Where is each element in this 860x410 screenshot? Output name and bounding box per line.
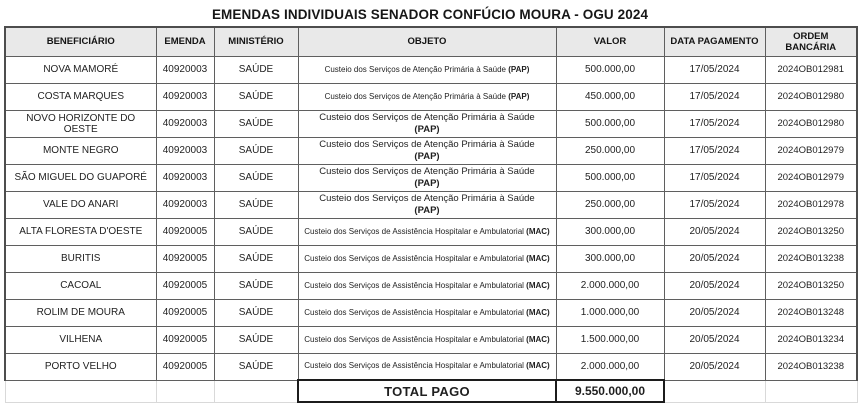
beneficiario-cell: MONTE NEGRO <box>5 137 156 164</box>
data-pagamento-cell: 17/05/2024 <box>664 137 765 164</box>
valor-cell: 1.500.000,00 <box>556 326 664 353</box>
data-pagamento-cell: 20/05/2024 <box>664 326 765 353</box>
emenda-cell: 40920003 <box>156 164 214 191</box>
emenda-cell: 40920003 <box>156 191 214 218</box>
valor-cell: 2.000.000,00 <box>556 272 664 299</box>
emenda-cell: 40920005 <box>156 353 214 380</box>
ministerio-cell: SAÚDE <box>214 110 298 137</box>
data-pagamento-cell: 17/05/2024 <box>664 56 765 83</box>
objeto-cell <box>298 353 556 380</box>
objeto-cell <box>298 299 556 326</box>
objeto-cell <box>298 164 556 191</box>
data-pagamento-cell: 20/05/2024 <box>664 299 765 326</box>
header-row <box>5 27 857 56</box>
ministerio-cell: SAÚDE <box>214 191 298 218</box>
empty-cell <box>214 380 298 402</box>
data-pagamento-cell: 17/05/2024 <box>664 110 765 137</box>
header-ordem-bancaria: ORDEM BANCÁRIA <box>765 27 857 56</box>
objeto-text: Custeio dos Serviços de Assistência Hospitalar e Ambulatorial <box>304 280 524 290</box>
table-row <box>5 353 857 380</box>
beneficiario-cell: PORTO VELHO <box>5 353 156 380</box>
ordem-bancaria-cell: 2024OB012980 <box>765 83 857 110</box>
beneficiario-cell: COSTA MARQUES <box>5 83 156 110</box>
valor-cell: 500.000,00 <box>556 110 664 137</box>
beneficiario-cell: ROLIM DE MOURA <box>5 299 156 326</box>
objeto-text: Custeio dos Serviços de Atenção Primária à Saúde <box>319 165 535 177</box>
ministerio-cell: SAÚDE <box>214 299 298 326</box>
objeto-text: Custeio dos Serviços de Atenção Primária à Saúde <box>319 111 535 123</box>
ordem-bancaria-cell: 2024OB012978 <box>765 191 857 218</box>
ministerio-cell: SAÚDE <box>214 218 298 245</box>
emenda-cell: 40920003 <box>156 137 214 164</box>
ordem-bancaria-cell: 2024OB013234 <box>765 326 857 353</box>
emenda-cell: 40920003 <box>156 83 214 110</box>
objeto-sigla: (MAC) <box>526 307 550 317</box>
data-pagamento-cell: 20/05/2024 <box>664 245 765 272</box>
empty-cell <box>765 380 857 402</box>
ordem-bancaria-cell: 2024OB013238 <box>765 245 857 272</box>
data-pagamento-cell: 20/05/2024 <box>664 218 765 245</box>
valor-cell: 500.000,00 <box>556 56 664 83</box>
table-row <box>5 191 857 218</box>
ministerio-cell: SAÚDE <box>214 272 298 299</box>
objeto-sigla: (MAC) <box>526 361 550 371</box>
beneficiario-cell: VALE DO ANARI <box>5 191 156 218</box>
table-row <box>5 326 857 353</box>
ministerio-cell: SAÚDE <box>214 326 298 353</box>
emenda-cell: 40920003 <box>156 110 214 137</box>
objeto-cell <box>298 83 556 110</box>
ordem-bancaria-cell: 2024OB012980 <box>765 110 857 137</box>
beneficiario-cell: NOVA MAMORÉ <box>5 56 156 83</box>
objeto-cell <box>298 272 556 299</box>
header-valor: VALOR <box>556 27 664 56</box>
beneficiario-cell: BURITIS <box>5 245 156 272</box>
table-row <box>5 137 857 164</box>
empty-cell <box>156 380 214 402</box>
objeto-sigla: (PAP) <box>508 91 530 101</box>
total-row <box>5 380 857 402</box>
emenda-cell: 40920005 <box>156 326 214 353</box>
ordem-bancaria-cell: 2024OB012981 <box>765 56 857 83</box>
page-title: EMENDAS INDIVIDUAIS SENADOR CONFÚCIO MOURA - OGU 2024 <box>211 7 649 22</box>
objeto-sigla: (MAC) <box>526 334 550 344</box>
objeto-text: Custeio dos Serviços de Assistência Hospitalar e Ambulatorial <box>304 307 524 317</box>
table-row <box>5 56 857 83</box>
objeto-sigla: (PAP) <box>414 123 440 135</box>
objeto-cell <box>298 56 556 83</box>
emenda-cell: 40920003 <box>156 56 214 83</box>
data-pagamento-cell: 17/05/2024 <box>664 83 765 110</box>
objeto-cell <box>298 218 556 245</box>
emenda-cell: 40920005 <box>156 299 214 326</box>
beneficiario-cell: VILHENA <box>5 326 156 353</box>
table-row <box>5 299 857 326</box>
ordem-bancaria-cell: 2024OB012979 <box>765 164 857 191</box>
objeto-sigla: (PAP) <box>508 64 530 74</box>
header-objeto: OBJETO <box>298 27 556 56</box>
objeto-text: Custeio dos Serviços de Assistência Hospitalar e Ambulatorial <box>304 226 524 236</box>
valor-cell: 300.000,00 <box>556 218 664 245</box>
valor-cell: 1.000.000,00 <box>556 299 664 326</box>
ministerio-cell: SAÚDE <box>214 56 298 83</box>
objeto-text: Custeio dos Serviços de Atenção Primária à Saúde <box>324 64 506 74</box>
ministerio-cell: SAÚDE <box>214 83 298 110</box>
table-row <box>5 83 857 110</box>
objeto-cell <box>298 326 556 353</box>
total-value: 9.550.000,00 <box>556 380 664 402</box>
ministerio-cell: SAÚDE <box>214 137 298 164</box>
ordem-bancaria-cell: 2024OB013250 <box>765 218 857 245</box>
data-pagamento-cell: 17/05/2024 <box>664 164 765 191</box>
ministerio-cell: SAÚDE <box>214 245 298 272</box>
beneficiario-cell: ALTA FLORESTA D'OESTE <box>5 218 156 245</box>
empty-cell <box>5 380 156 402</box>
ordem-bancaria-cell: 2024OB012979 <box>765 137 857 164</box>
objeto-sigla: (PAP) <box>414 177 440 189</box>
data-pagamento-cell: 20/05/2024 <box>664 272 765 299</box>
valor-cell: 250.000,00 <box>556 191 664 218</box>
table-row <box>5 164 857 191</box>
emenda-cell: 40920005 <box>156 272 214 299</box>
objeto-sigla: (PAP) <box>414 150 440 162</box>
header-ministerio: MINISTÉRIO <box>214 27 298 56</box>
header-beneficiario: BENEFICIÁRIO <box>5 27 156 56</box>
objeto-text: Custeio dos Serviços de Assistência Hospitalar e Ambulatorial <box>304 253 524 263</box>
beneficiario-cell: NOVO HORIZONTE DO OESTE <box>5 110 156 137</box>
objeto-cell <box>298 110 556 137</box>
objeto-sigla: (MAC) <box>526 280 550 290</box>
objeto-text: Custeio dos Serviços de Assistência Hospitalar e Ambulatorial <box>304 334 524 344</box>
emendas-table <box>4 26 858 403</box>
valor-cell: 300.000,00 <box>556 245 664 272</box>
objeto-cell <box>298 245 556 272</box>
beneficiario-cell: CACOAL <box>5 272 156 299</box>
ordem-bancaria-cell: 2024OB013238 <box>765 353 857 380</box>
total-label: TOTAL PAGO <box>298 380 556 402</box>
ministerio-cell: SAÚDE <box>214 164 298 191</box>
valor-cell: 450.000,00 <box>556 83 664 110</box>
beneficiario-cell: SÃO MIGUEL DO GUAPORÉ <box>5 164 156 191</box>
objeto-cell <box>298 137 556 164</box>
data-pagamento-cell: 20/05/2024 <box>664 353 765 380</box>
objeto-sigla: (PAP) <box>414 204 440 216</box>
objeto-text: Custeio dos Serviços de Atenção Primária à Saúde <box>319 192 535 204</box>
objeto-text: Custeio dos Serviços de Assistência Hospitalar e Ambulatorial <box>304 361 524 371</box>
data-pagamento-cell: 17/05/2024 <box>664 191 765 218</box>
objeto-sigla: (MAC) <box>526 253 550 263</box>
empty-cell <box>664 380 765 402</box>
emenda-cell: 40920005 <box>156 245 214 272</box>
emenda-cell: 40920005 <box>156 218 214 245</box>
table-row <box>5 218 857 245</box>
ordem-bancaria-cell: 2024OB013250 <box>765 272 857 299</box>
table-row <box>5 110 857 137</box>
objeto-text: Custeio dos Serviços de Atenção Primária à Saúde <box>319 138 535 150</box>
table-row <box>5 272 857 299</box>
valor-cell: 250.000,00 <box>556 137 664 164</box>
ordem-bancaria-cell: 2024OB013248 <box>765 299 857 326</box>
header-emenda: EMENDA <box>156 27 214 56</box>
objeto-cell <box>298 191 556 218</box>
ministerio-cell: SAÚDE <box>214 353 298 380</box>
valor-cell: 500.000,00 <box>556 164 664 191</box>
objeto-text: Custeio dos Serviços de Atenção Primária à Saúde <box>324 91 506 101</box>
valor-cell: 2.000.000,00 <box>556 353 664 380</box>
header-data-pagamento: DATA PAGAMENTO <box>664 27 765 56</box>
objeto-sigla: (MAC) <box>526 226 550 236</box>
table-row <box>5 245 857 272</box>
